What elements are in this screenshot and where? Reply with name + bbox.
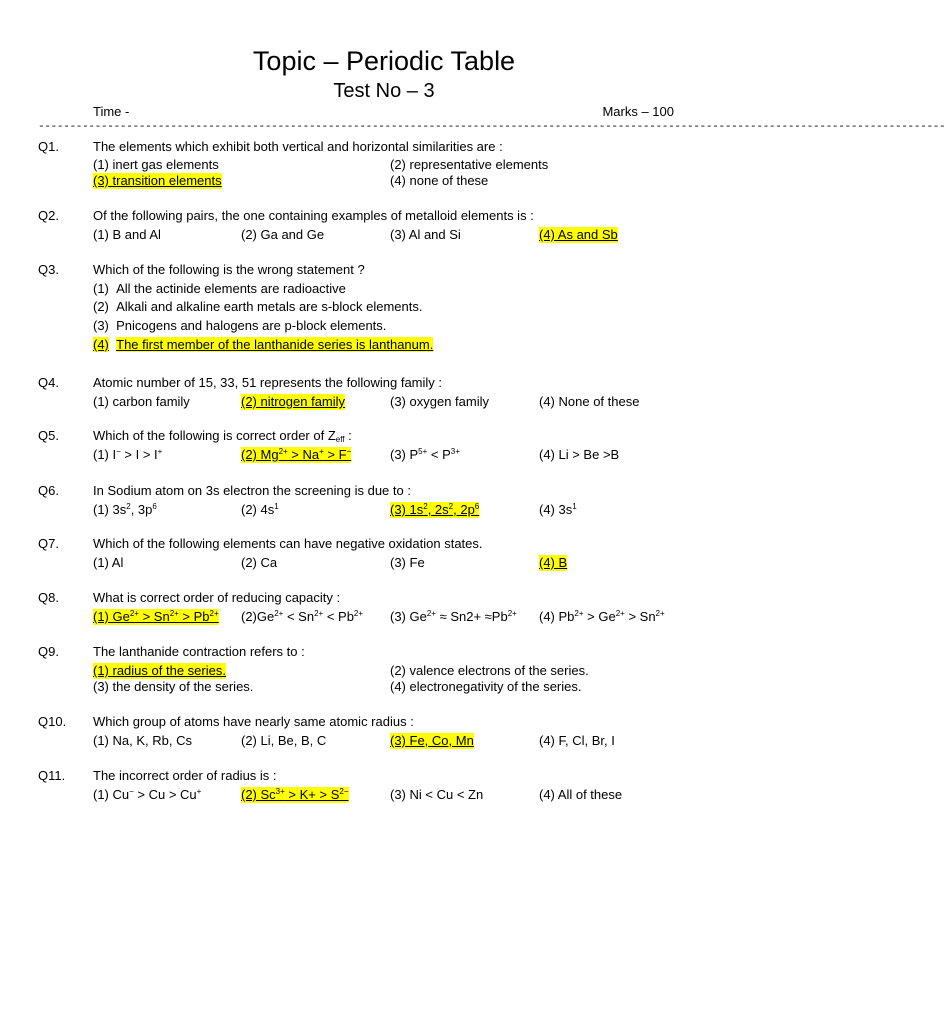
question-text: Which of the following is correct order of $Z_{eff}$ : — [93, 428, 352, 444]
time-label: Time - — [93, 104, 130, 119]
option-2: (2) valence electrons of the series. — [390, 663, 589, 678]
question-number: Q9. — [38, 644, 59, 659]
option-3-answer: (3) Fe, Co, Mn — [390, 733, 474, 748]
option-text: The first member of the lanthanide series is lanthanum. — [116, 337, 434, 352]
option-3: (3) the density of the series. — [93, 679, 254, 694]
option-4: (4) $Pb^{2+} > Ge^{2+} > Sn^{2+}$ — [539, 609, 665, 624]
question-text: The elements which exhibit both vertical and horizontal similarities are : — [93, 139, 503, 154]
question-text: What is correct order of reducing capacity : — [93, 590, 341, 605]
option-2: (2) Ca — [241, 555, 278, 570]
option-text: Alkali and alkaline earth metals are s-block elements. — [116, 299, 423, 314]
question-text: Which of the following elements can have negative oxidation states. — [93, 536, 483, 551]
option-3: (3) $P^{5+} < P^{3+}$ — [390, 447, 460, 462]
question-number: Q7. — [38, 536, 59, 551]
option-1: (1) Cu− > Cu > Cu+ — [93, 787, 202, 802]
option-3: (3) Ni < Cu < Zn — [390, 787, 484, 802]
option-3: (3) Fe — [390, 555, 425, 570]
option-4: (4) none of these — [390, 173, 489, 188]
question-text: Atomic number of 15, 33, 51 represents the following family : — [93, 375, 443, 390]
option-4: (4) $3s^1$ — [539, 502, 577, 517]
option-1: (1) I− > I > I+ — [93, 447, 163, 462]
option-1 — [93, 281, 346, 297]
question-text: Of the following pairs, the one containing examples of metalloid elements is : — [93, 208, 534, 223]
question-number: Q4. — [38, 375, 59, 390]
question-number: Q10. — [38, 714, 67, 729]
option-4: (4) electronegativity of the series. — [390, 679, 582, 694]
question-number: Q2. — [38, 208, 59, 223]
option-1: (1) inert gas elements — [93, 157, 219, 172]
question-number: Q11. — [38, 768, 66, 783]
option-1: (1) B and Al — [93, 227, 161, 242]
option-1: (1) Na, K, Rb, Cs — [93, 733, 192, 748]
option-4: (4) Li > Be >B — [539, 447, 620, 462]
option-3: (3) Al and Si — [390, 227, 461, 242]
question-text: In Sodium atom on 3s electron the screening is due to : — [93, 483, 411, 498]
marks-label: Marks – 100 — [602, 104, 674, 119]
question-number: Q6. — [38, 483, 59, 498]
option-1: (1) carbon family — [93, 394, 190, 409]
option-3: (3) $Ge^{2+} \approx Sn2+ \approx Pb^{2+}$ — [390, 609, 517, 624]
question-number: Q1. — [38, 139, 59, 154]
dashed-divider: ------------------------------------------------------------------------------------------------------------------------------------------------ — [38, 121, 945, 133]
option-2-answer: (2) nitrogen family — [241, 394, 346, 409]
option-3-answer: (3) transition elements — [93, 173, 222, 188]
option-2: (2) Li, Be, B, C — [241, 733, 327, 748]
option-number: (1) — [93, 281, 109, 296]
option-1-answer: (1) radius of the series. — [93, 663, 226, 678]
option-number: (3) — [93, 318, 109, 333]
option-2: (2) $4s^1$ — [241, 502, 279, 517]
option-3-answer: (3) $1s^2$, $2s^2$, $2p^6$ — [390, 502, 480, 517]
option-3 — [93, 318, 386, 334]
question-text: Which of the following is the wrong statement ? — [93, 262, 365, 277]
option-2: $(2)Ge^{2+} < Sn^{2+} < Pb^{2+}$ — [241, 609, 364, 624]
question-text: Which group of atoms have nearly same atomic radius : — [93, 714, 414, 729]
option-1: (1) $3s^2$, $3p^6$ — [93, 502, 157, 517]
question-number: Q8. — [38, 590, 59, 605]
option-2-answer: (2) $Mg^{2+} > Na^+ > F^-$ — [241, 447, 352, 462]
option-2: (2) Ga and Ge — [241, 227, 325, 242]
question-number: Q3. — [38, 262, 59, 277]
option-4: (4) None of these — [539, 394, 640, 409]
option-1: (1) Al — [93, 555, 124, 570]
option-2 — [93, 299, 423, 315]
option-text: All the actinide elements are radioactive — [116, 281, 346, 296]
option-2-answer: (2) $Sc^{3+} > K+ > S^{2-}$ — [241, 787, 349, 802]
option-3: (3) oxygen family — [390, 394, 489, 409]
option-4: (4) All of these — [539, 787, 623, 802]
option-4-answer: (4) As and Sb — [539, 227, 618, 242]
option-2: (2) representative elements — [390, 157, 549, 172]
question-text: The lanthanide contraction refers to : — [93, 644, 305, 659]
option-1-answer: (1) $Ge^{2+} > Sn^{2+} > Pb^{2+}$ — [93, 609, 219, 624]
option-number: (4) — [93, 337, 109, 352]
option-4-answer: (4) B — [539, 555, 568, 570]
option-text: Pnicogens and halogens are p-block elements. — [116, 318, 387, 333]
question-number: Q5. — [38, 428, 59, 443]
question-text: The incorrect order of radius is : — [93, 768, 277, 783]
option-4-answer — [93, 337, 433, 353]
test-number: Test No – 3 — [333, 80, 435, 102]
page-title: Topic – Periodic Table — [252, 46, 516, 76]
option-number: (2) — [93, 299, 109, 314]
option-4: (4) F, Cl, Br, I — [539, 733, 615, 748]
